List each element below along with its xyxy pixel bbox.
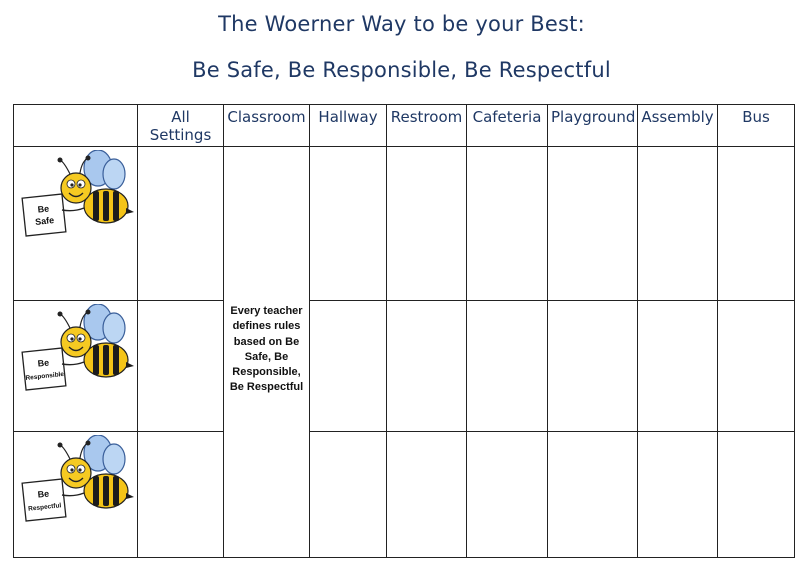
column-header-classroom: Classroom	[224, 105, 310, 147]
rule-spacer	[227, 180, 306, 195]
sign-text: Safe	[34, 215, 55, 227]
rule-spacer	[227, 195, 306, 210]
cell-safe-assembly	[638, 147, 718, 301]
rule-spacer	[227, 225, 306, 240]
column-header-cafeteria: Cafeteria	[467, 105, 548, 147]
document-title: The Woerner Way to be your Best:	[218, 12, 585, 36]
cell-responsible-cafeteria	[467, 301, 548, 432]
rule-spacer	[227, 285, 306, 300]
cell-safe-playground	[548, 147, 638, 301]
rule-spacer	[227, 255, 306, 270]
rule-spacer	[227, 240, 306, 255]
cell-responsible-playground	[548, 301, 638, 432]
cell-respectful-playground	[548, 432, 638, 558]
bee-mascot-icon	[18, 150, 134, 240]
cell-respectful-hallway	[310, 432, 387, 558]
column-header-playground: Playground	[548, 105, 638, 147]
cell-responsible-hallway	[310, 301, 387, 432]
rule-spacer	[227, 270, 306, 285]
header-corner	[14, 105, 138, 147]
cell-respectful-bus	[718, 432, 795, 558]
rule-spacer	[227, 150, 306, 165]
bee-mascot-icon	[18, 304, 134, 394]
document-subtitle: Be Safe, Be Responsible, Be Respectful	[192, 58, 611, 82]
cell-safe-all	[138, 147, 224, 301]
column-header-hallway: Hallway	[310, 105, 387, 147]
sign-text: Be	[36, 488, 50, 500]
cell-respectful-all	[138, 432, 224, 558]
sign-text: Be	[36, 203, 50, 215]
row-image-be-respectful	[14, 432, 138, 558]
column-header-restroom: Restroom	[387, 105, 467, 147]
classroom-rule-cell	[224, 147, 310, 558]
cell-responsible-restroom	[387, 301, 467, 432]
cell-responsible-all	[138, 301, 224, 432]
cell-safe-restroom	[387, 147, 467, 301]
expectations-matrix	[13, 104, 795, 558]
sign-text: Be	[36, 357, 50, 369]
rule-spacer	[227, 165, 306, 180]
column-header-all-settings: All Settings	[138, 105, 224, 147]
sign-text: Respectful	[27, 502, 62, 513]
cell-respectful-restroom	[387, 432, 467, 558]
sign-text: Responsible	[24, 370, 64, 382]
row-image-be-responsible	[14, 301, 138, 432]
cell-responsible-bus	[718, 301, 795, 432]
classroom-rule-text: Every teacher defines rules based on Be Safe, Be Responsible, Be Respectful	[229, 305, 304, 394]
cell-responsible-assembly	[638, 301, 718, 432]
column-header-assembly: Assembly	[638, 105, 718, 147]
cell-safe-hallway	[310, 147, 387, 301]
column-header-bus: Bus	[718, 105, 795, 147]
cell-respectful-cafeteria	[467, 432, 548, 558]
row-image-be-safe	[14, 147, 138, 301]
cell-respectful-assembly	[638, 432, 718, 558]
rule-spacer	[227, 210, 306, 225]
bee-mascot-icon	[18, 435, 134, 525]
cell-safe-cafeteria	[467, 147, 548, 301]
cell-safe-bus	[718, 147, 795, 301]
